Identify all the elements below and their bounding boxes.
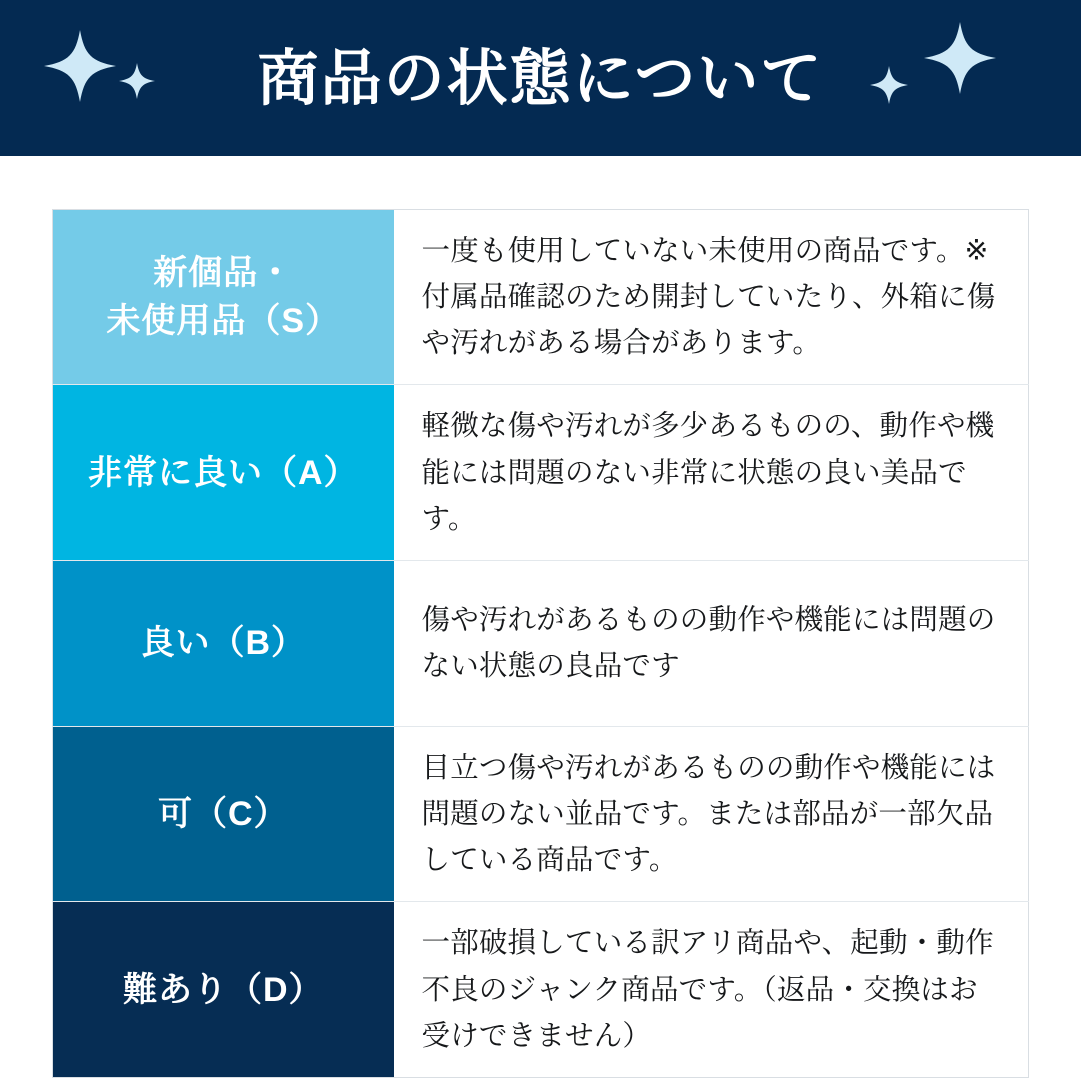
grade-label-a <box>53 385 394 560</box>
table-row <box>53 385 1029 560</box>
grade-description-d: 一部破損している訳アリ商品や、起動・動作不良のジャンク商品です。（返品・交換はお受けできません） <box>394 902 1029 1077</box>
table-row <box>53 210 1029 385</box>
sparkle-icon <box>44 30 116 102</box>
grade-label-line: 難あり（D） <box>122 970 324 1009</box>
grade-description-a: 軽微な傷や汚れが多少あるものの、動作や機能には問題のない非常に状態の良い美品です。 <box>394 385 1029 560</box>
page-header <box>0 0 1081 156</box>
grade-label-c <box>53 726 394 901</box>
table-row <box>53 902 1029 1077</box>
grade-label-s <box>53 210 394 385</box>
table-row <box>53 726 1029 901</box>
grade-label-line: 未使用品（S） <box>106 302 341 341</box>
grade-label-line: 可（C） <box>157 795 289 834</box>
condition-table-container <box>0 156 1081 1078</box>
grade-label-b <box>53 560 394 726</box>
grade-description-b: 傷や汚れがあるものの動作や機能には問題のない状態の良品です <box>394 560 1029 726</box>
grade-label-line: 新個品・ <box>153 253 294 292</box>
grade-label-d <box>53 902 394 1077</box>
page-title: 商品の状態について <box>257 43 824 112</box>
grade-description-c: 目立つ傷や汚れがあるものの動作や機能には問題のない並品です。または部品が一部欠品している商品です。 <box>394 726 1029 901</box>
sparkle-icon <box>870 66 908 104</box>
condition-table <box>52 209 1029 1078</box>
grade-label-line: 非常に良い（A） <box>87 453 359 492</box>
grade-description-s: 一度も使用していない未使用の商品です。※付属品確認のため開封していたり、外箱に傷や汚れがある場合があります。 <box>394 210 1029 385</box>
sparkle-icon <box>119 63 155 99</box>
table-row <box>53 560 1029 726</box>
sparkle-icon <box>924 22 996 94</box>
grade-label-line: 良い（B） <box>140 624 307 663</box>
